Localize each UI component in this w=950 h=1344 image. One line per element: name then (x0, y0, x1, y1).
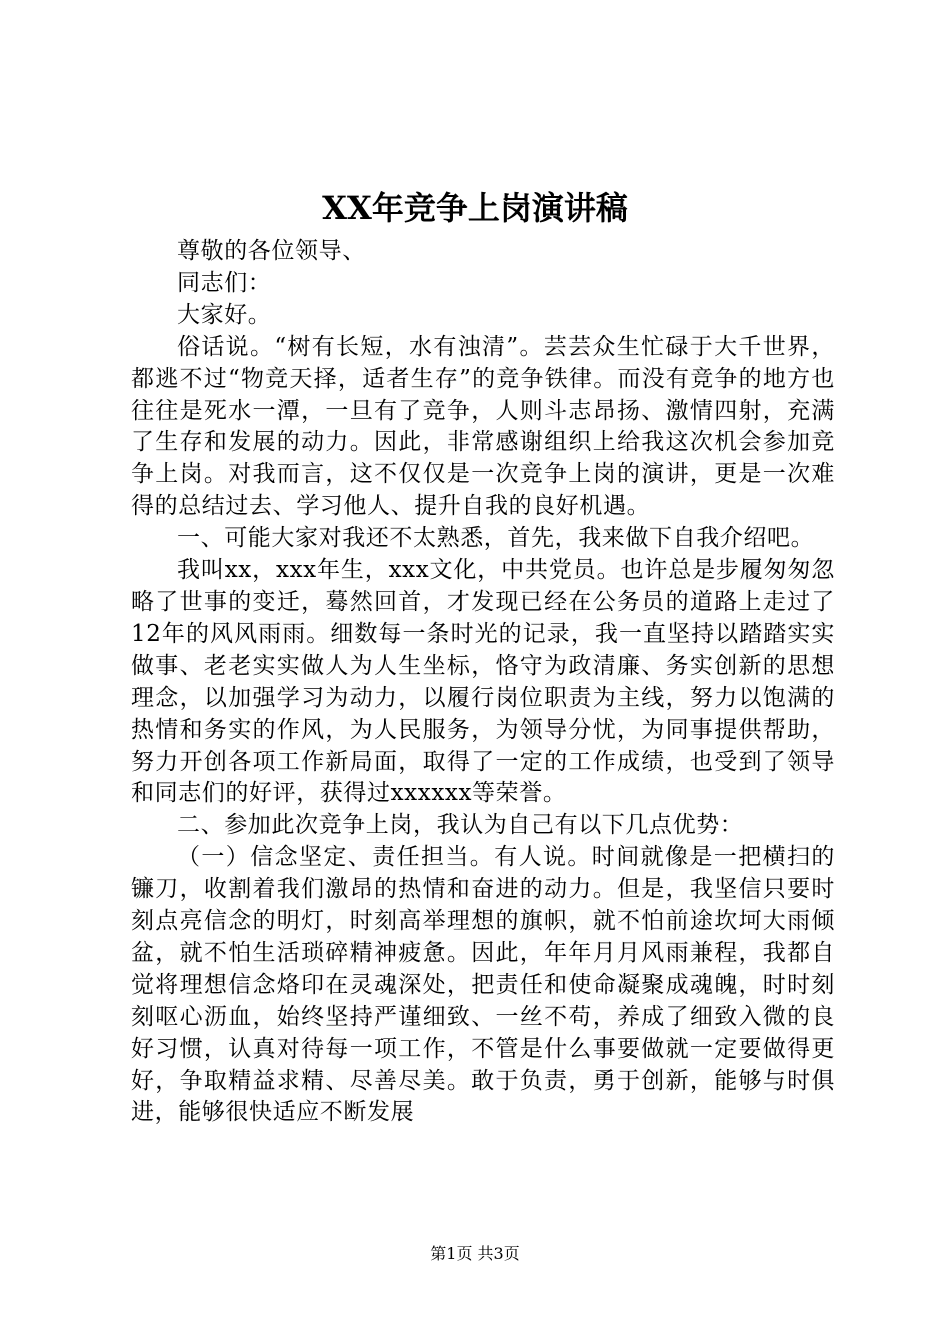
document-body (131, 236, 835, 1129)
paragraph-intro: 俗话说。“树有长短，水有浊清”。芸芸众生忙碌于大千世界，都逃不过“物竞天择，适者生存”的竞争铁律。而没有竞争的地方也往往是死水一潭，一旦有了竞争，人则斗志昂扬、激情四射，充满了生存和发展的动力。因此，非常感谢组织上给我这次机会参加竞争上岗。对我而言，这不仅仅是一次竞争上岗的演讲，更是一次难得的总结过去、学习他人、提升自我的良好机遇。 (131, 333, 835, 520)
section-two-heading: 二、参加此次竞争上岗，我认为自己有以下几点优势： (177, 812, 744, 839)
paragraph-self-introduction: 我叫xx，xxx年生，xxx文化，中共党员。也许总是步履匆匆忽略了世事的变迁，蓦然回首，才发现已经在公务员的道路上走过了12年的风风雨雨。细数每一条时光的记录，我一直坚持以踏踏实实做事、老老实实做人为人生坐标，恪守为政清廉、务实创新的思想理念，以加强学习为动力，以履行岗位职责为主线，努力以饱满的热情和务实的作风，为人民服务，为领导分忧，为同事提供帮助，努力开创各项工作新局面，取得了一定的工作成绩，也受到了领导和同志们的好评，获得过xxxxxx等荣誉。 (131, 557, 835, 807)
salutation-leaders: 尊敬的各位领导、 (177, 238, 366, 264)
salutation-comrades: 同志们： (177, 269, 272, 296)
paragraph-advantage-one: （一）信念坚定、责任担当。有人说。时间就像是一把横扫的镰刀，收割着我们激昂的热情和奋进的动力。但是，我坚信只要时刻点亮信念的明灯，时刻高举理想的旗帜，就不怕前途坎坷大雨倾盆，就不怕生活琐碎精神疲惫。因此，年年月月风雨兼程，我都自觉将理想信念烙印在灵魂深处，把责任和使命凝聚成魂魄，时时刻刻呕心沥血，始终坚持严谨细致、一丝不苟，养成了细致入微的良好习惯，认真对待每一项工作，不管是什么事要做就一定要做得更好，争取精益求精、尽善尽美。敢于负责，勇于创新，能够与时俱进，能够很快适应不断发展 (131, 844, 835, 1126)
section-one-heading: 一、可能大家对我还不太熟悉，首先，我来做下自我介绍吧。 (177, 525, 815, 552)
page-number-footer: 第1页 共3页 (430, 1244, 520, 1263)
greeting: 大家好。 (177, 301, 272, 328)
document-title: XX年竞争上岗演讲稿 (322, 189, 628, 227)
